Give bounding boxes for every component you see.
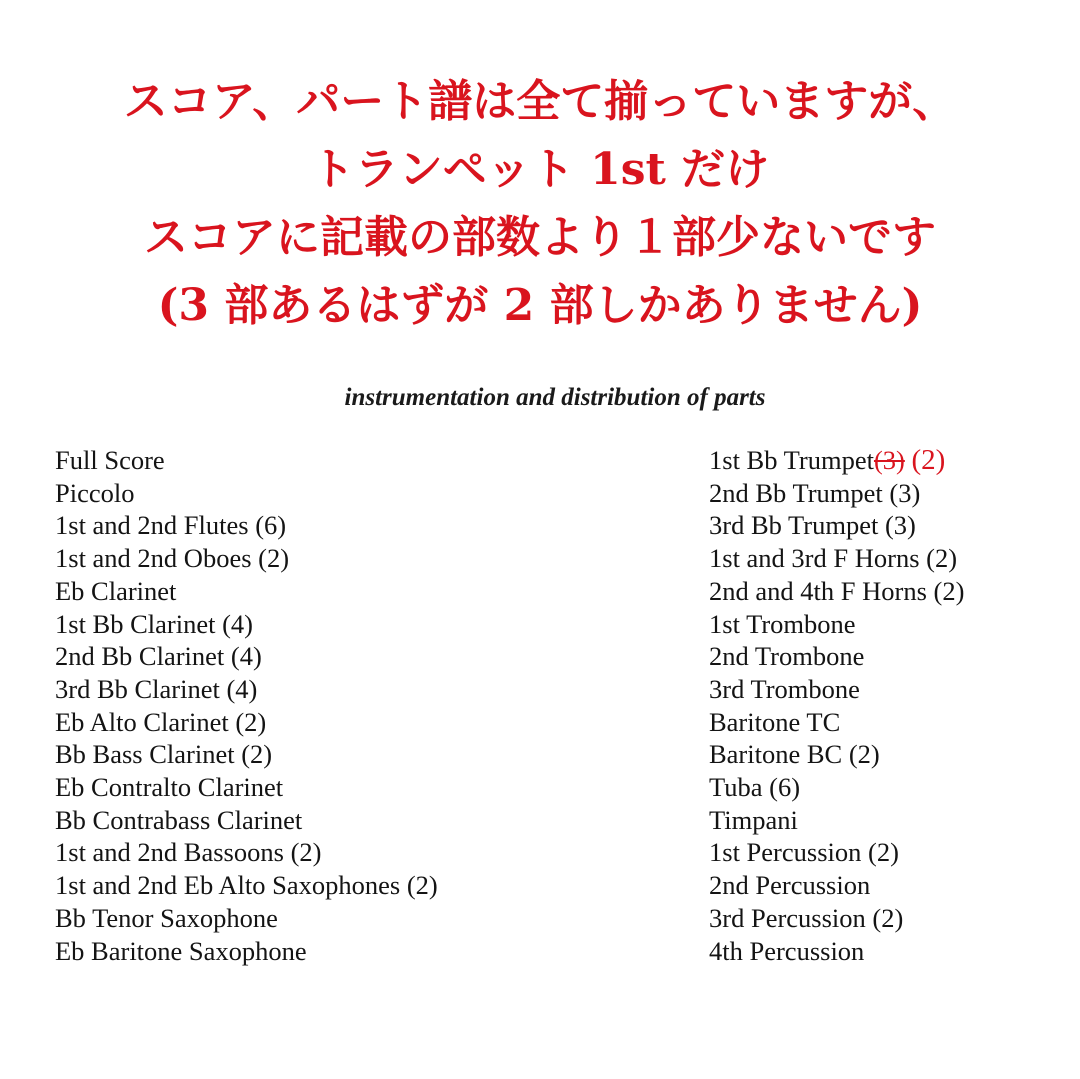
part-item: Bb Bass Clarinet (2)	[55, 739, 273, 770]
part-item: Eb Alto Clarinet (2)	[55, 706, 267, 737]
part-item: 1st and 2nd Bassoons (2)	[55, 837, 322, 868]
notice-text	[0, 68, 1080, 340]
part-item: 4th Percussion	[709, 935, 865, 966]
struck-count: (3)	[873, 445, 905, 475]
part-item-1st-trumpet	[709, 444, 964, 477]
part-item: Full Score	[55, 445, 165, 475]
part-item: 3rd Trombone	[709, 673, 860, 704]
part-item: Baritone TC	[709, 706, 841, 737]
part-item: 1st and 2nd Eb Alto Saxophones (2)	[55, 870, 438, 901]
part-item: Eb Contralto Clarinet	[55, 772, 284, 803]
part-item: 1st Trombone	[709, 608, 856, 639]
notice-line: スコアに記載の部数より１部少ないです	[144, 212, 936, 263]
part-name: 1st Bb Trumpet	[709, 445, 874, 475]
part-item: 1st Percussion (2)	[709, 837, 899, 868]
part-item: 2nd and 4th F Horns (2)	[709, 575, 965, 606]
notice-line: トランペット 1st だけ	[310, 144, 770, 195]
part-item: Timpani	[709, 804, 798, 835]
part-item: 2nd Bb Trumpet (3)	[709, 477, 921, 508]
part-item: Eb Baritone Saxophone	[55, 935, 307, 966]
notice-line: (3 部あるはずが 2 部しかありません)	[157, 280, 923, 331]
parts-list-right	[709, 444, 964, 967]
part-item: 1st Bb Clarinet (4)	[55, 608, 253, 639]
part-item: Piccolo	[55, 477, 135, 508]
part-item: Eb Clarinet	[55, 575, 177, 606]
part-item: 2nd Bb Clarinet (4)	[55, 641, 262, 672]
part-item: 3rd Bb Clarinet (4)	[55, 673, 258, 704]
parts-list-left	[55, 444, 438, 967]
part-item: 3rd Percussion (2)	[709, 902, 904, 933]
part-item: Bb Tenor Saxophone	[55, 902, 278, 933]
part-item: 1st and 2nd Oboes (2)	[55, 543, 290, 574]
part-item: 1st and 3rd F Horns (2)	[709, 543, 958, 574]
part-item: 3rd Bb Trumpet (3)	[709, 510, 916, 541]
part-item: Bb Contrabass Clarinet	[55, 804, 303, 835]
corrected-count: (2)	[911, 444, 946, 476]
notice-line: スコア、パート譜は全て揃っていますが、	[123, 76, 957, 127]
instrumentation-heading: instrumentation and distribution of parts	[344, 384, 766, 411]
part-item: Baritone BC (2)	[709, 739, 880, 770]
part-item: 2nd Percussion	[709, 870, 871, 901]
part-item: Tuba (6)	[709, 772, 801, 803]
part-item: 1st and 2nd Flutes (6)	[55, 510, 287, 541]
part-item: 2nd Trombone	[709, 641, 865, 672]
